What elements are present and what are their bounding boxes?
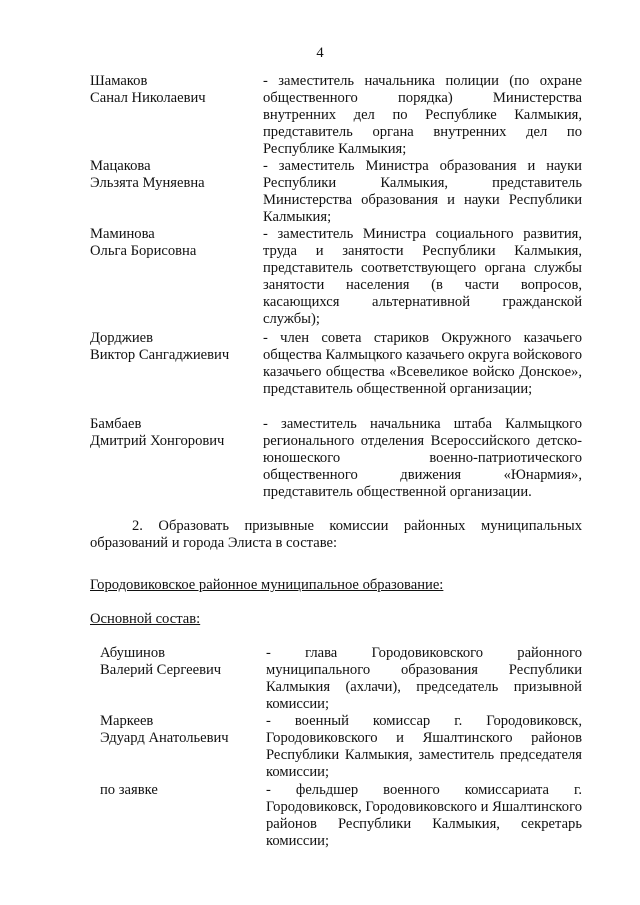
- member-given-name: Валерий Сергеевич: [100, 661, 222, 678]
- member-name: [90, 226, 265, 260]
- member-role: - заместитель начальника штаба Калмыцкого регионального отделения Всероссийского детско-юношеского военно-патриотического общественного движения «Юнармия», представитель общественной организации.: [263, 416, 582, 500]
- member-role: - член совета стариков Окружного казачьего общества Калмыцкого казачьего округа войскового казачьего общества «Всевеликое войско Донское», представитель общественной организации;: [263, 330, 582, 397]
- member-name: [90, 73, 265, 107]
- member-surname: Шамаков: [90, 73, 148, 89]
- member-name: [90, 416, 265, 450]
- member-given-name: Санал Николаевич: [90, 89, 206, 106]
- member-surname: Мацакова: [90, 158, 151, 174]
- member-given-name: Виктор Сангаджиевич: [90, 346, 230, 363]
- member-surname: Дорджиев: [90, 330, 154, 346]
- member-name: [90, 330, 265, 364]
- paragraph-2: 2. Образовать призывные комиссии районных муниципальных образований и города Элиста в составе:: [90, 518, 582, 551]
- member-name: [90, 158, 265, 192]
- member-surname: Маминова: [90, 226, 155, 242]
- member-role: - военный комиссар г. Городовиковск, Городовиковского и Яшалтинского районов Республики Калмыкия, заместитель председателя комиссии;: [266, 713, 582, 780]
- member-given-name: Эдуард Анатольевич: [100, 729, 229, 746]
- member-given-name: Эльзята Муняевна: [90, 174, 205, 191]
- member-given-name: Ольга Борисовна: [90, 242, 197, 259]
- member-name: [100, 713, 275, 747]
- member-role: - фельдшер военного комиссариата г. Городовиковск, Городовиковского и Яшалтинского районов Республики Калмыкия, секретарь комиссии;: [266, 782, 582, 849]
- member-role: - заместитель начальника полиции (по охране общественного порядка) Министерства внутренних дел по Республике Калмыкия, представитель органа внутренних дел по Республике Калмыкия;: [263, 73, 582, 157]
- member-placeholder: по заявке: [100, 782, 158, 798]
- member-surname: Маркеев: [100, 713, 154, 729]
- member-name: [100, 782, 275, 799]
- member-given-name: Дмитрий Хонгорович: [90, 432, 225, 449]
- member-role: - глава Городовиковского районного муниципального образования Республики Калмыкия (ахлачи), председатель призывной комиссии;: [266, 645, 582, 712]
- member-name: [100, 645, 275, 679]
- subsection-heading: Основной состав:: [90, 611, 201, 627]
- section-heading: Городовиковское районное муниципальное образование:: [90, 577, 444, 593]
- member-role: - заместитель Министра социального развития, труда и занятости Республики Калмыкия, представитель соответствующего органа службы занятости населения (в части вопросов, касающихся альтернативной гражданской службы);: [263, 226, 582, 327]
- member-role: - заместитель Министра образования и науки Республики Калмыкия, представитель Министерства образования и науки Республики Калмыкия;: [263, 158, 582, 225]
- member-surname: Абушинов: [100, 645, 166, 661]
- member-surname: Бамбаев: [90, 416, 142, 432]
- page-number: 4: [316, 45, 324, 61]
